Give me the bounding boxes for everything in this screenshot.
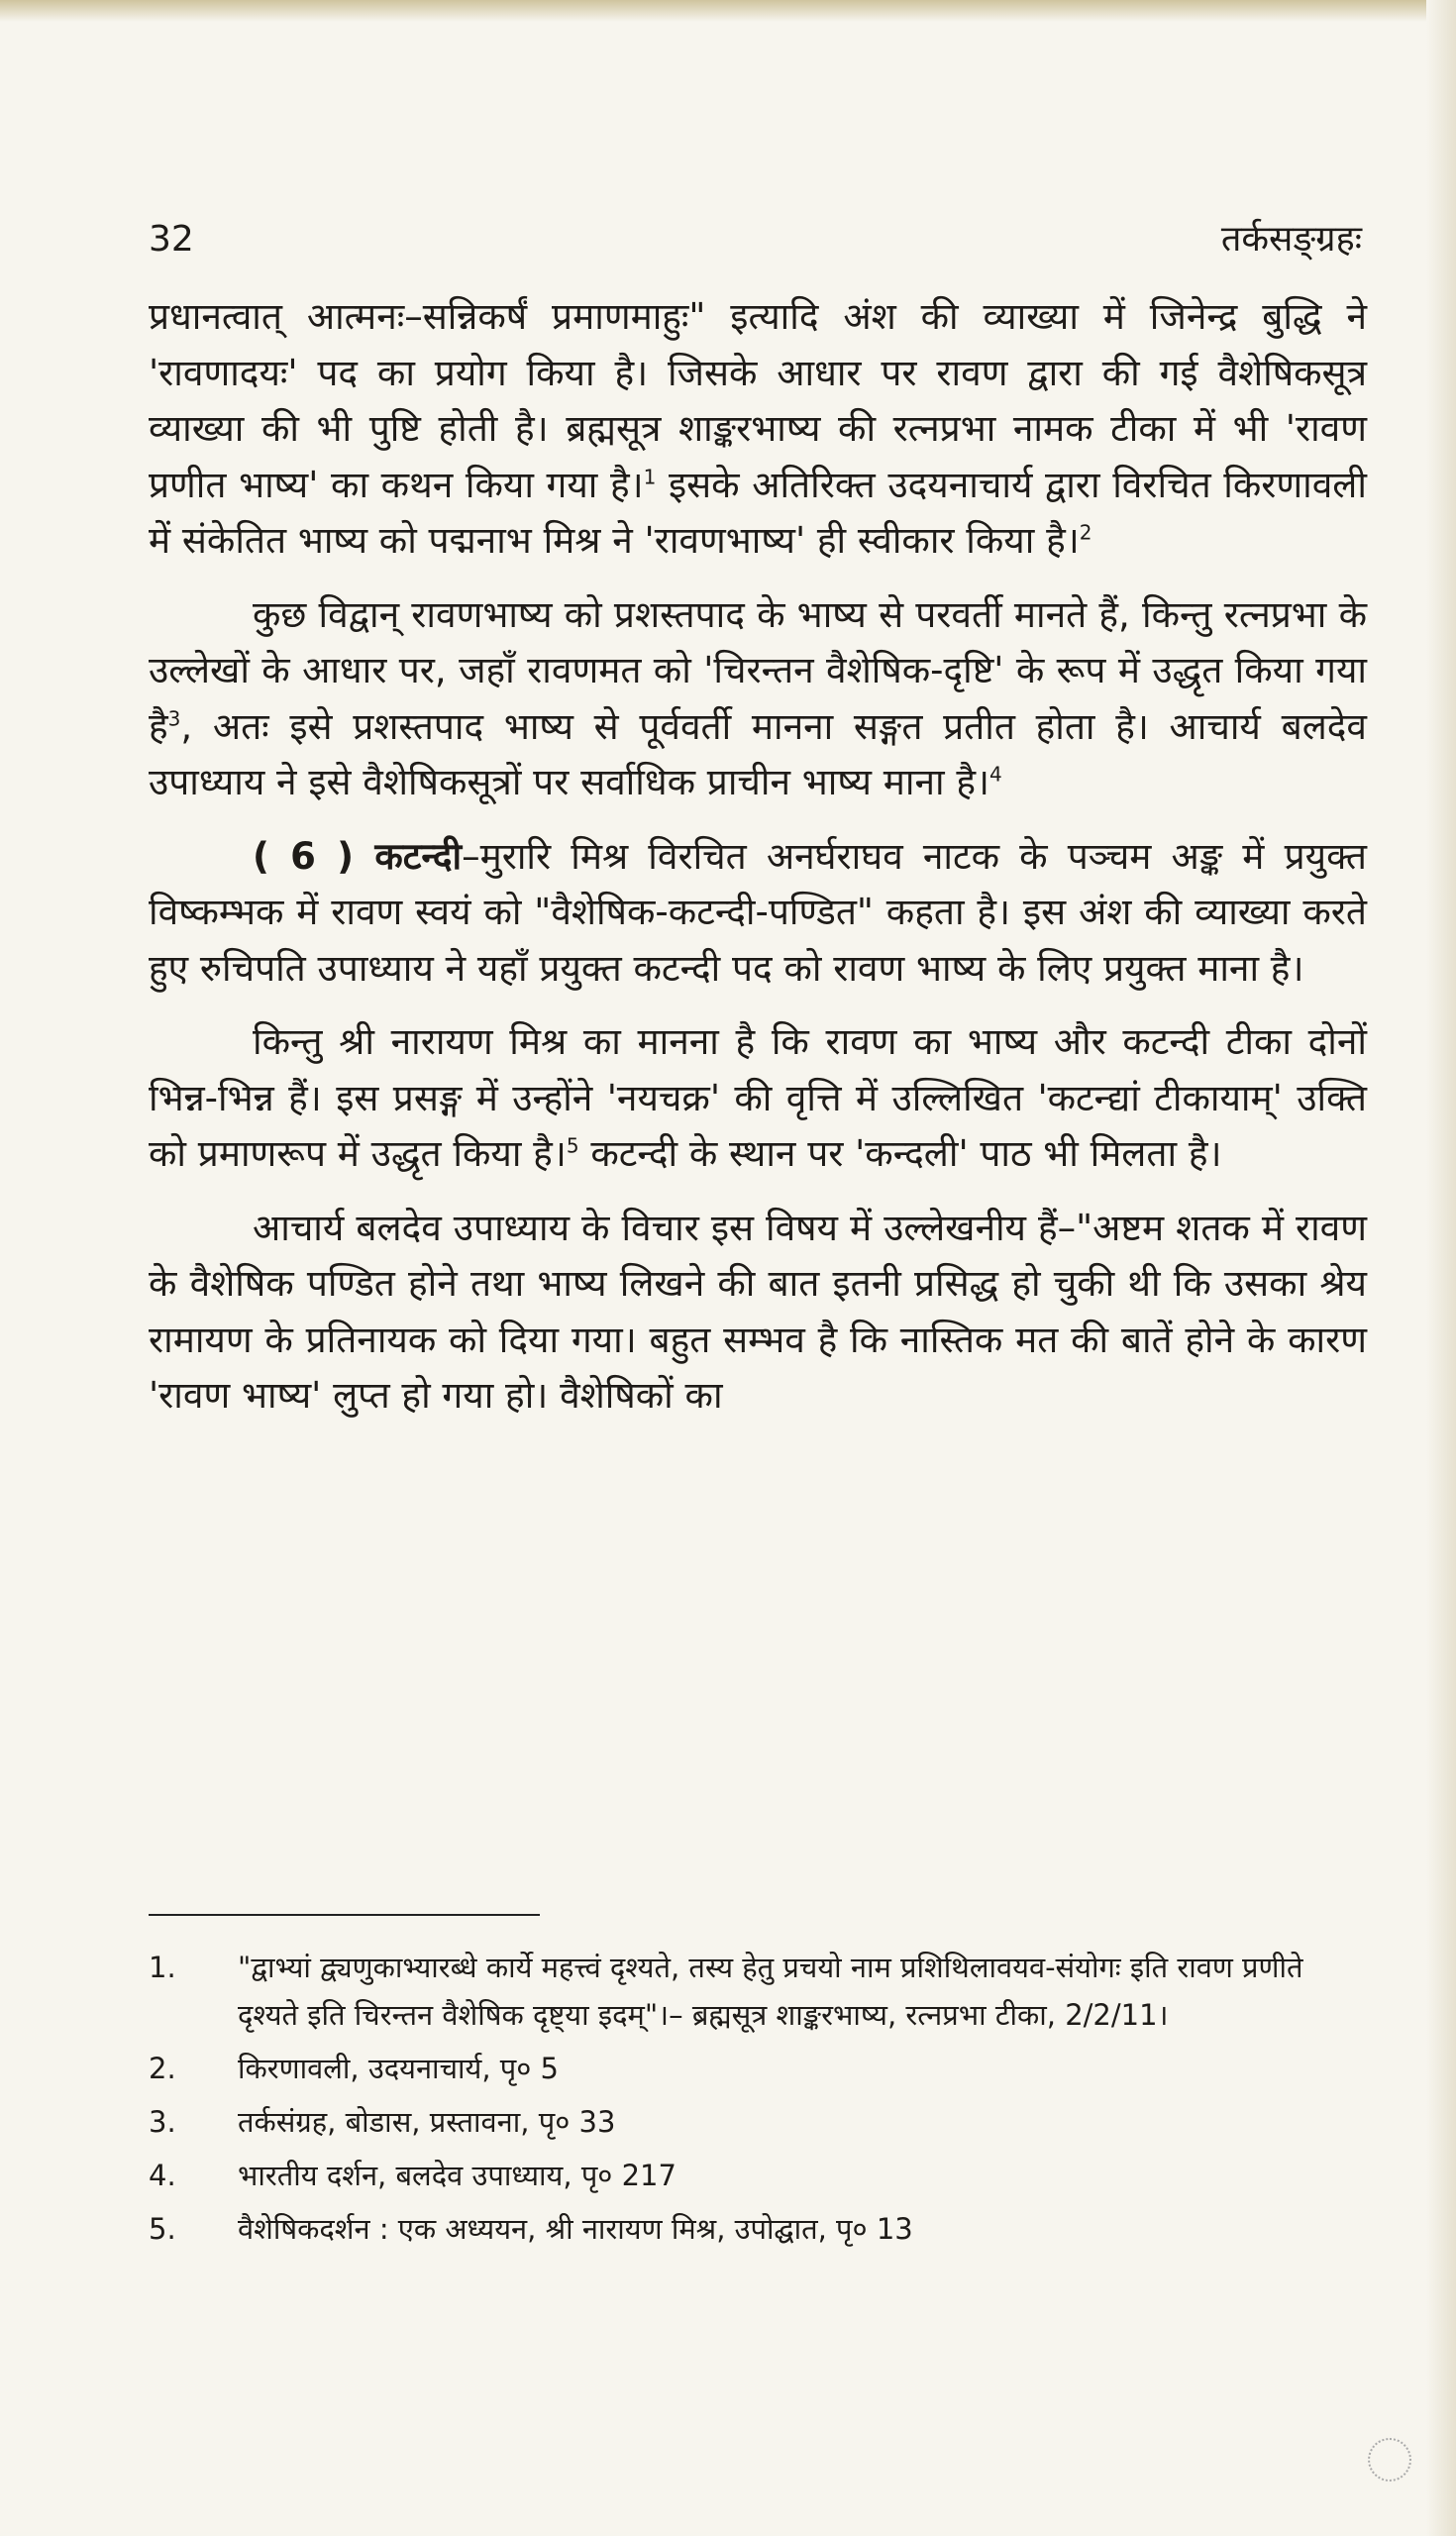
footnote <box>149 1944 1367 2039</box>
paragraph-text: इसके अतिरिक्त उदयनाचार्य द्वारा विरचित किरणावली में संकेतित भाष्य को पद्मनाभ मिश्र ने 'रावणभाष्य' ही स्वीकार किया है। <box>149 463 1367 562</box>
paragraph-text: आचार्य बलदेव उपाध्याय के विचार इस विषय में उल्लेखनीय हैं–"अष्टम शतक में रावण के वैशेषिक पण्डित होने तथा भाष्य लिखने की बात इतनी प्रसिद्ध हो चुकी थी कि उसका श्रेय रामायण के प्रतिनायक को दिया गया। बहुत सम्भव है कि नास्तिक मत की बातें होने के कारण 'रावण भाष्य' लुप्त हो गया हो। वैशेषिकों का <box>149 1206 1367 1417</box>
footnotes <box>149 1944 1367 2259</box>
paragraph-4 <box>149 1014 1367 1183</box>
footnote <box>149 2098 1367 2146</box>
section-title: ( 6 ) कटन्दी <box>253 834 463 878</box>
footnote-number: 5. <box>149 2212 176 2246</box>
paragraph-text: कटन्दी के स्थान पर 'कन्दली' पाठ भी मिलता है। <box>578 1132 1222 1175</box>
paragraph-3 <box>149 829 1367 998</box>
paragraph-text: कुछ विद्वान् रावणभाष्य को प्रशस्तपाद के भाष्य से परवर्ती मानते हैं, किन्तु रत्नप्रभा के उल्लेखों के आधार पर, जहाँ रावणमत को 'चिरन्तन वैशेषिक-दृष्टि' के रूप में उद्धृत किया गया है <box>149 592 1367 748</box>
footnote-text: तर्कसंग्रह, बोडास, प्रस्तावना, पृ० 33 <box>238 2105 616 2139</box>
footnote-divider <box>149 1914 540 1916</box>
corner-stamp-mark <box>1368 2438 1411 2482</box>
book-title: तर्कसङ्ग्रहः <box>1220 219 1362 260</box>
paragraph-text: , अतः इसे प्रशस्तपाद भाष्य से पूर्ववर्ती मानना सङ्गत प्रतीत होता है। आचार्य बलदेव उपाध्याय ने इसे वैशेषिकसूत्रों पर सर्वाधिक प्राचीन भाष्य माना है। <box>149 704 1367 803</box>
paragraph-2 <box>149 587 1367 811</box>
paragraph-text: –मुरारि मिश्र विरचित अनर्घराघव नाटक के पञ्चम अङ्क में प्रयुक्त विष्कम्भक में रावण स्वयं को "वैशेषिक-कटन्दी-पण्डित" कहता है। इस अंश की व्याख्या करते हुए रुचिपति उपाध्याय ने यहाँ प्रयुक्त कटन्दी पद को रावण भाष्य के लिए प्रयुक्त माना है। <box>149 834 1368 990</box>
paragraph-text: प्रधानत्वात् आत्मनः–सन्निकर्षं प्रमाणमाहुः" इत्यादि अंश की व्याख्या में जिनेन्द्र बुद्धि ने 'रावणादयः' पद का प्रयोग किया है। जिसके आधार पर रावण द्वारा की गई वैशेषिकसूत्र व्याख्या की भी पुष्टि होती है। ब्रह्मसूत्र शाङ्करभाष्य की रत्नप्रभा नामक टीका में भी 'रावण प्रणीत भाष्य' का कथन किया गया है। <box>149 295 1367 506</box>
paragraph-text: किन्तु श्री नारायण मिश्र का मानना है कि रावण का भाष्य और कटन्दी टीका दोनों भिन्न-भिन्न हैं। इस प्रसङ्ग में उन्होंने 'नयचक्र' की वृत्ति में उल्लिखित 'कटन्द्यां टीकायाम्' उक्ति को प्रमाणरूप में उद्धृत किया है। <box>149 1020 1367 1175</box>
footnote-number: 1. <box>149 1951 176 1984</box>
footnote-number: 2. <box>149 2052 176 2085</box>
footnote-ref[interactable]: 2 <box>1079 520 1092 545</box>
footnote <box>149 2205 1367 2253</box>
footnote-text: भारतीय दर्शन, बलदेव उपाध्याय, पृ० 217 <box>238 2159 676 2192</box>
paragraph-1 <box>149 289 1367 570</box>
footnote-text: वैशेषिकदर्शन : एक अध्ययन, श्री नारायण मिश्र, उपोद्घात, पृ० 13 <box>238 2212 913 2246</box>
page-number: 32 <box>149 219 194 260</box>
footnote-text: "द्वाभ्यां द्व्यणुकाभ्यारब्धे कार्ये महत्त्वं दृश्यते, तस्य हेतु प्रचयो नाम प्रशिथिलावयव-संयोगः इति रावण प्रणीते दृश्यते इति चिरन्तन वैशेषिक दृष्ट्या इदम्"।– ब्रह्मसूत्र शाङ्करभाष्य, रत्नप्रभा टीका, 2/2/11। <box>238 1951 1303 2032</box>
running-head <box>149 213 1362 262</box>
footnote <box>149 2152 1367 2199</box>
footnote-number: 4. <box>149 2159 176 2192</box>
paragraph-5 <box>149 1201 1367 1425</box>
body-text <box>149 289 1367 1442</box>
footnote-number: 3. <box>149 2105 176 2139</box>
footnote-ref[interactable]: 4 <box>989 762 1002 787</box>
page-top-edge <box>0 0 1456 22</box>
page-right-edge <box>1426 0 1456 2536</box>
footnote-ref[interactable]: 5 <box>566 1133 579 1158</box>
footnote-text: किरणावली, उदयनाचार्य, पृ० 5 <box>238 2052 559 2085</box>
footnote <box>149 2045 1367 2092</box>
footnote-ref[interactable]: 1 <box>643 465 657 489</box>
footnote-ref[interactable]: 3 <box>167 706 181 731</box>
